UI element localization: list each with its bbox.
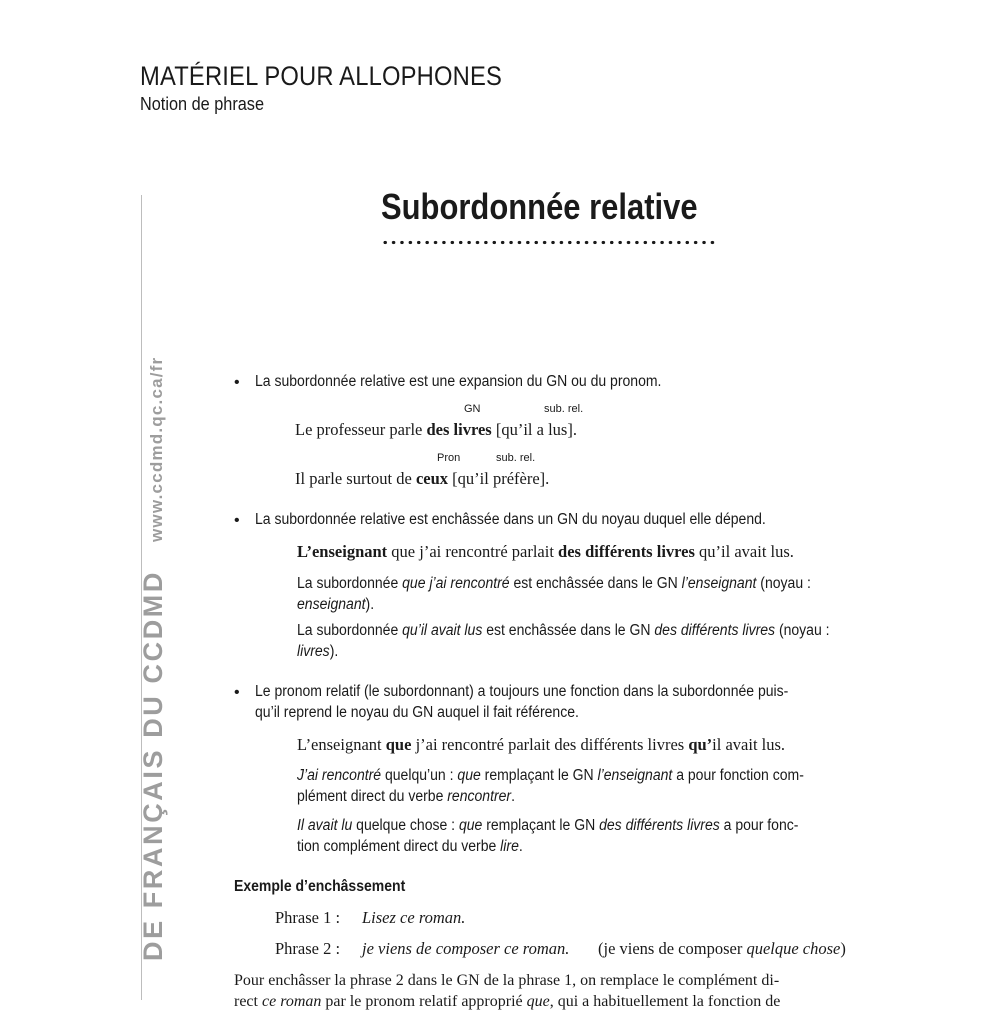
section2-bullet-text: La subordonnée relative est enchâssée dans un GN du noyau duquel elle dépend. (255, 511, 766, 528)
document-series-title: MATÉRIEL POUR ALLOPHONES (140, 61, 503, 91)
phrase2-text: je viens de composer ce roman. (362, 939, 570, 958)
section1-bullet-text: La subordonnée relative est une expansion du GN ou du pronom. (255, 373, 662, 390)
publisher-url: www.ccdmd.qc.ca/fr (147, 356, 166, 542)
section3-note2-line2: tion complément direct du verbe lire. (297, 838, 523, 855)
label-pron: Pron (437, 452, 461, 464)
document-header (140, 60, 551, 116)
bullet-icon: • (234, 374, 240, 391)
label-sub-rel: sub. rel. (544, 403, 584, 415)
section2-example: L’enseignant que j’ai rencontré parlait des différents livres qu’il avait lus. (297, 542, 794, 561)
section3-bullet-line1: Le pronom relatif (le subordonnant) a toujours une fonction dans la subordonnée puis- (255, 683, 789, 700)
section4-heading: Exemple d’enchâssement (234, 878, 406, 895)
example-sentence-2: Il parle surtout de ceux [qu’il préfère]. (295, 469, 550, 488)
section2-note2-line1: La subordonnée qu’il avait lus est enchâssée dans le GN des différents livres (noyau : (297, 622, 830, 639)
phrase1-label: Phrase 1 : (275, 908, 341, 927)
label-gn: GN (464, 403, 481, 415)
phrase2-paraphrase: (je viens de composer quelque chose) (598, 939, 846, 958)
section3-note2-line1: Il avait lu quelque chose : que remplaçant le GN des différents livres a pour fonc- (297, 817, 799, 834)
title-dotted-rule (381, 240, 717, 245)
section2-note2-line2: livres). (297, 643, 339, 660)
phrase1-text: Lisez ce roman. (362, 908, 466, 927)
section2-note1-line2: enseignant). (297, 596, 375, 613)
section4-paragraph-line2: rect ce roman par le pronom relatif approprié que, qui a habituellement la fonction de (234, 993, 781, 1010)
section4-paragraph-line1: Pour enchâsser la phrase 2 dans le GN de la phrase 1, on remplace le complément di- (234, 972, 780, 989)
section3-note1-line2: plément direct du verbe rencontrer. (297, 788, 516, 805)
page-title: Subordonnée relative (381, 186, 698, 227)
section3-note1-line1: J’ai rencontré quelqu’un : que remplaçant le GN l’enseignant a pour fonction com- (297, 767, 804, 784)
section3-bullet-line2: qu’il reprend le noyau du GN auquel il fait référence. (255, 704, 579, 721)
publisher-name: DE FRANÇAIS DU CCDMD (138, 570, 168, 961)
phrase2-label: Phrase 2 : (275, 939, 341, 958)
section3-example: L’enseignant que j’ai rencontré parlait des différents livres qu’il avait lus. (297, 735, 786, 754)
section2-note1-line1: La subordonnée que j’ai rencontré est enchâssée dans le GN l’enseignant (noyau : (297, 575, 811, 592)
document-subtitle: Notion de phrase (140, 93, 264, 114)
bullet-icon: • (234, 512, 240, 529)
example-sentence-1: Le professeur parle des livres [qu’il a lus]. (295, 420, 577, 439)
bullet-icon: • (234, 684, 240, 701)
sidebar-credit (138, 357, 169, 961)
label-sub-rel: sub. rel. (496, 452, 536, 464)
